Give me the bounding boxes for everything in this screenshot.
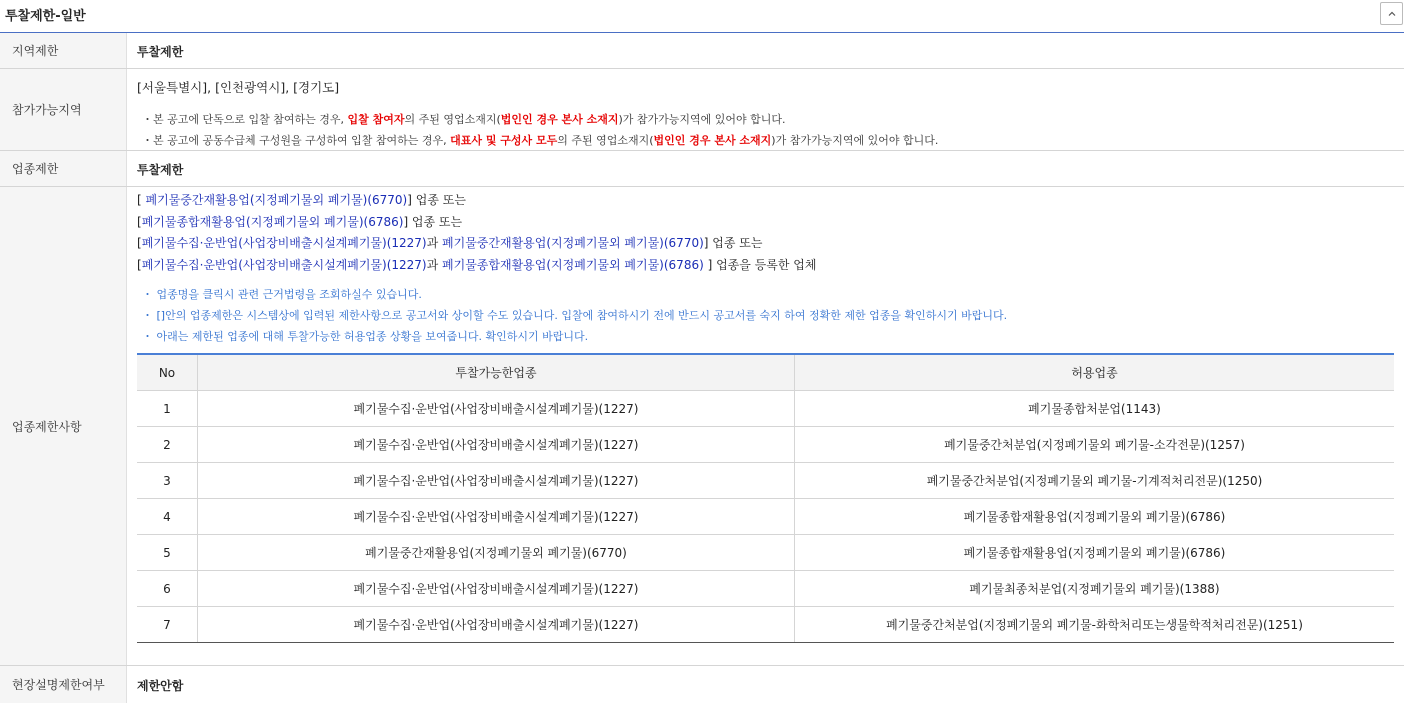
cell-allowed-industry: 폐기물중간처분업(지정폐기물외 폐기물-소각전문)(1257) xyxy=(944,438,1245,452)
table-row xyxy=(137,499,1394,535)
table-row xyxy=(137,607,1394,643)
industry-line-4: [폐기물수집·운반업(사업장비배출시설계폐기물)(1227)과 폐기물종합재활용업(지정폐기물외 폐기물)(6786) ] 업종을 등록한 업체 xyxy=(137,258,817,272)
industry-link[interactable]: 폐기물중간재활용업(지정폐기물외 폐기물)(6770) xyxy=(145,193,408,207)
industry-restriction-value: 투찰제한 xyxy=(137,163,184,177)
table-row xyxy=(137,463,1394,499)
table-row xyxy=(137,535,1394,571)
allowed-industry-table xyxy=(137,353,1394,632)
table-header xyxy=(137,355,1394,391)
industry-note-3: ・ 아래는 제한된 업종에 대해 투찰가능한 허용업종 상황을 보여줍니다. 확인하시기 바랍니다. xyxy=(142,330,589,343)
cell-no: 2 xyxy=(137,427,198,462)
cell-bid-industry: 폐기물중간재활용업(지정폐기물외 폐기물)(6770) xyxy=(198,535,795,570)
region-restriction-value: 투찰제한 xyxy=(137,45,184,59)
cell-no: 3 xyxy=(137,463,198,498)
cell-allowed-industry: 폐기물종합재활용업(지정폐기물외 폐기물)(6786) xyxy=(963,510,1226,524)
industry-line-2: [폐기물종합재활용업(지정폐기물외 폐기물)(6786)] 업종 또는 xyxy=(137,215,463,229)
row-region-restriction xyxy=(0,33,1404,69)
cell-no: 1 xyxy=(137,391,198,426)
participation-areas: [서울특별시], [인천광역시], [경기도] xyxy=(137,80,340,95)
cell-bid-industry: 폐기물수집·운반업(사업장비배출시설계폐기물)(1227) xyxy=(198,499,795,534)
table-row xyxy=(137,391,1394,427)
cell-allowed-industry: 폐기물중간처분업(지정폐기물외 폐기물-기계적처리전문)(1250) xyxy=(926,474,1263,488)
industry-detail-label: 업종제한사항 xyxy=(0,187,127,665)
cell-allowed-industry: 폐기물종합처분업(1143) xyxy=(1028,402,1161,416)
industry-note-2: ・ []안의 업종제한은 시스템상에 입력된 제한사항으로 공고서와 상이할 수도 있습니다. 입찰에 참여하시기 전에 반드시 공고서를 숙지 하여 정확한 제한 업종을 확인하시기 바랍니다. xyxy=(142,309,1008,322)
section-header xyxy=(0,0,1404,33)
cell-no: 6 xyxy=(137,571,198,606)
row-participation-region xyxy=(0,69,1404,151)
participation-note-2: ・본 공고에 공동수급체 구성원을 구성하여 입찰 참여하는 경우, 대표사 및 구성사 모두의 주된 영업소재지(법인인 경우 본사 소재지)가 참가가능지역에 있어야 합니다. xyxy=(142,134,939,147)
participation-note-1: ・본 공고에 단독으로 입찰 참여하는 경우, 입찰 참여자의 주된 영업소재지(법인인 경우 본사 소재지)가 참가가능지역에 있어야 합니다. xyxy=(142,113,786,126)
cell-bid-industry: 폐기물수집·운반업(사업장비배출시설계폐기물)(1227) xyxy=(198,427,795,462)
table-row xyxy=(137,427,1394,463)
cell-bid-industry: 폐기물수집·운반업(사업장비배출시설계폐기물)(1227) xyxy=(198,607,795,642)
cell-no: 7 xyxy=(137,607,198,642)
section-title: 투찰제한-일반 xyxy=(5,9,86,24)
participation-region-label: 참가가능지역 xyxy=(0,69,127,150)
industry-line-3: [폐기물수집·운반업(사업장비배출시설계폐기물)(1227)과 폐기물중간재활용업(지정폐기물외 폐기물)(6770)] 업종 또는 xyxy=(137,236,763,250)
industry-link[interactable]: 폐기물수집·운반업(사업장비배출시설계폐기물)(1227) xyxy=(141,236,427,250)
cell-no: 4 xyxy=(137,499,198,534)
row-site-briefing xyxy=(0,666,1404,703)
site-briefing-label: 현장설명제한여부 xyxy=(0,666,127,703)
cell-bid-industry: 폐기물수집·운반업(사업장비배출시설계폐기물)(1227) xyxy=(198,571,795,606)
collapse-button[interactable] xyxy=(1380,2,1403,25)
chevron-up-icon xyxy=(1387,9,1397,19)
industry-link[interactable]: 폐기물종합재활용업(지정폐기물외 폐기물)(6786) xyxy=(442,258,704,272)
table-row xyxy=(137,571,1394,607)
col-no-header: No xyxy=(137,355,198,390)
cell-bid-industry: 폐기물수집·운반업(사업장비배출시설계폐기물)(1227) xyxy=(198,463,795,498)
cell-allowed-industry: 폐기물최종처분업(지정폐기물외 폐기물)(1388) xyxy=(969,582,1220,596)
industry-line-1: [ 폐기물중간재활용업(지정폐기물외 폐기물)(6770)] 업종 또는 xyxy=(137,193,466,207)
industry-link[interactable]: 폐기물중간재활용업(지정폐기물외 폐기물)(6770) xyxy=(442,236,704,250)
industry-note-1: ・ 업종명을 클릭시 관련 근거법령을 조회하실수 있습니다. xyxy=(142,288,422,301)
cell-allowed-industry: 폐기물중간처분업(지정폐기물외 폐기물-화학처리또는생물학적처리전문)(1251) xyxy=(886,618,1303,632)
industry-link[interactable]: 폐기물종합재활용업(지정폐기물외 폐기물)(6786) xyxy=(141,215,404,229)
site-briefing-value: 제한안함 xyxy=(137,679,184,693)
region-restriction-label: 지역제한 xyxy=(0,33,127,68)
industry-restriction-label: 업종제한 xyxy=(0,151,127,186)
col-allowed-industry-header: 허용업종 xyxy=(1071,366,1118,380)
col-bid-industry-header: 투찰가능한업종 xyxy=(198,355,795,390)
cell-no: 5 xyxy=(137,535,198,570)
cell-allowed-industry: 폐기물종합재활용업(지정폐기물외 폐기물)(6786) xyxy=(963,546,1226,560)
industry-link[interactable]: 폐기물수집·운반업(사업장비배출시설계폐기물)(1227) xyxy=(141,258,427,272)
row-industry-restriction xyxy=(0,151,1404,187)
cell-bid-industry: 폐기물수집·운반업(사업장비배출시설계폐기물)(1227) xyxy=(198,391,795,426)
